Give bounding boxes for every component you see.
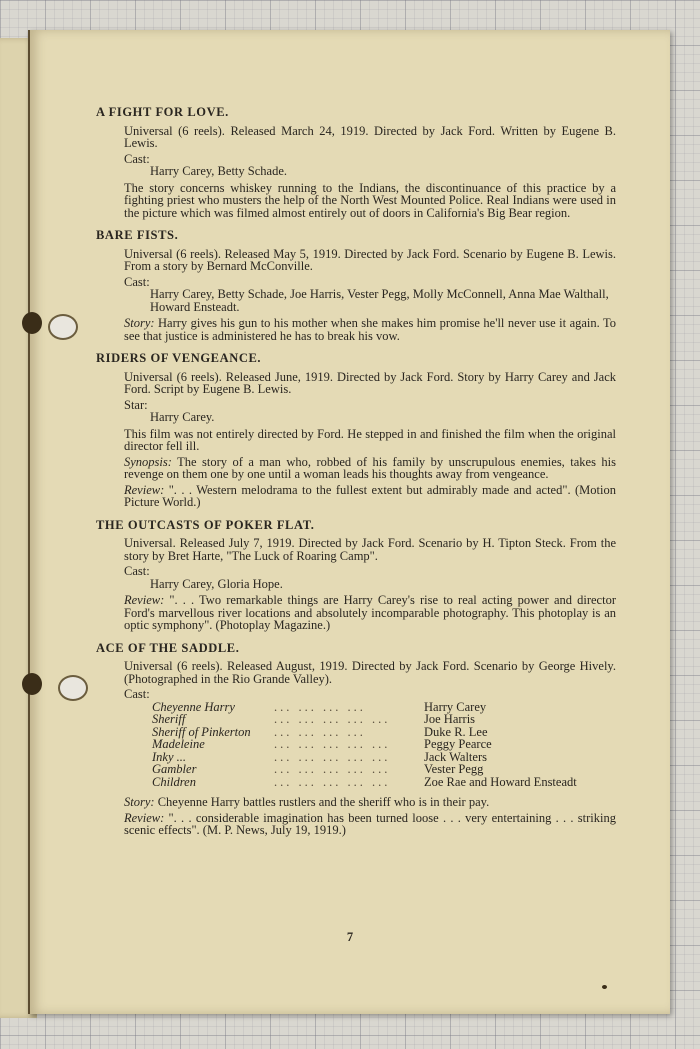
story-text: Harry gives his gun to his mother when she makes him promise he'll never use it again. To see that justice is administered he has to break his vow. (124, 316, 616, 343)
cast-label: Cast: (124, 687, 150, 701)
synopsis-text: The story of a man who, robbed of his family by unscrupulous enemies, takes his revenge on them one by one until a woman leads his thoughts away from vengeance. (124, 454, 616, 481)
film-title: RIDERS OF VENGEANCE. (96, 351, 262, 365)
film-entry (96, 519, 616, 632)
film-info: Universal (6 reels). Released March 24, 1919. Directed by Jack Ford. Written by Eugene B. Lewis. (124, 123, 616, 150)
punch-hole-shadow (22, 312, 42, 334)
film-title: BARE FISTS. (96, 228, 179, 242)
film-info: Universal. Released July 7, 1919. Directed by Jack Ford. Scenario by H. Tipton Steck. From the story by Bret Harte, "The Luck of Roaring Camp". (124, 536, 616, 563)
film-title: THE OUTCASTS OF POKER FLAT. (96, 517, 315, 532)
booklet-page (28, 30, 670, 1014)
film-review (96, 594, 616, 632)
star-name: Harry Carey. (150, 410, 215, 424)
punch-hole (48, 314, 78, 340)
cast-label: Cast: (124, 151, 150, 166)
punch-hole-shadow (22, 673, 42, 695)
role-name: Madeleine (152, 737, 205, 751)
actor-name: Peggy Pearce (424, 737, 492, 751)
story-label: Story: (124, 795, 155, 809)
role-name: Cheyenne Harry (152, 699, 235, 714)
film-synopsis (96, 456, 616, 481)
cast-label: Cast: (124, 274, 150, 289)
cast-list: Harry Carey, Betty Schade. (150, 164, 287, 178)
cast-list: Harry Carey, Gloria Hope. (150, 576, 283, 591)
review-text: ". . . Two remarkable things are Harry Carey's rise to real acting power and director Ford's marvellous river locations and absolutely incomparable photography. This photoplay is an optic symphony". (Photoplay Magazine.) (124, 593, 616, 632)
synopsis-label: Synopsis: (124, 454, 172, 469)
film-info: Universal (6 reels). Released August, 1919. Directed by Jack Ford. Scenario by George Hively. (Photographed in the Rio Grande Valley). (124, 659, 616, 686)
role-name: Gambler (152, 762, 197, 776)
actor-name: Joe Harris (424, 712, 476, 726)
review-label: Review: (124, 482, 165, 497)
page-number: 7 (346, 930, 354, 944)
actor-name: Vester Pegg (424, 762, 484, 776)
film-entry (96, 352, 616, 509)
cast-label: Cast: (124, 564, 150, 578)
role-name: Sheriff (152, 712, 186, 726)
cast-row (152, 713, 577, 726)
filmography-text (96, 106, 616, 847)
cast-row (152, 763, 577, 776)
film-info: Universal (6 reels). Released June, 1919. Directed by Jack Ford. Story by Harry Carey and Jack Ford. Script by Eugene B. Lewis. (124, 369, 616, 396)
film-note: This film was not entirely directed by Ford. He stepped in and finished the film when the original director fell ill. (124, 426, 616, 453)
film-entry (96, 106, 616, 219)
role-name: Inky ... (152, 749, 187, 764)
film-title: ACE OF THE SADDLE. (96, 640, 240, 655)
film-review (96, 812, 616, 837)
film-title: A FIGHT FOR LOVE. (96, 105, 229, 119)
leader-dots: ... ... ... ... (274, 724, 366, 739)
film-info: Universal (6 reels). Released May 5, 1919. Directed by Jack Ford. Scenario by Eugene B. Lewis. From a story by Bernard McConville. (124, 246, 616, 273)
actor-name: Jack Walters (424, 749, 487, 764)
role-name: Children (152, 774, 196, 789)
leader-dots: ... ... ... ... (274, 699, 366, 714)
leader-dots: ... ... ... ... ... (274, 737, 391, 751)
leader-dots: ... ... ... ... ... (274, 749, 391, 764)
leader-dots: ... ... ... ... ... (274, 762, 391, 776)
actor-name: Duke R. Lee (424, 724, 488, 739)
film-story (96, 317, 616, 342)
leader-dots: ... ... ... ... ... (274, 774, 391, 789)
cast-row (152, 776, 577, 789)
cast-row (152, 738, 577, 751)
star-label: Star: (124, 397, 148, 412)
actor-name: Zoe Rae and Howard Ensteadt (424, 774, 577, 789)
film-entry (96, 642, 616, 837)
review-label: Review: (124, 593, 165, 607)
story-text: Cheyenne Harry battles rustlers and the sheriff who is in their pay. (154, 795, 490, 809)
film-review (96, 484, 616, 509)
punch-hole (58, 675, 88, 701)
actor-name: Harry Carey (424, 699, 487, 714)
film-description: The story concerns whiskey running to the Indians, the discontinuance of this practice by a fighting priest who musters the help of the North West Mounted Police. Real Indians were used in the picture which was filmed almost entirely out of doors in California's Big Bear region. (124, 180, 616, 220)
story-label: Story: (124, 316, 155, 330)
role-name: Sheriff of Pinkerton (152, 724, 251, 739)
leader-dots: ... ... ... ... ... (274, 712, 391, 726)
ink-speck (602, 985, 607, 989)
review-label: Review: (124, 810, 165, 825)
cast-list: Harry Carey, Betty Schade, Joe Harris, Vester Pegg, Molly McConnell, Anna Mae Walthall, Howard Ensteadt. (150, 287, 609, 314)
review-text: ". . . considerable imagination has been turned loose . . . very entertaining . . . striking scenic effects". (M. P. News, July 19, 1919.) (124, 810, 616, 837)
cast-table (152, 701, 577, 789)
film-story (96, 796, 616, 809)
review-text: ". . . Western melodrama to the fullest extent but admirably made and acted". (Motion Picture World.) (124, 482, 616, 509)
film-entry (96, 229, 616, 342)
